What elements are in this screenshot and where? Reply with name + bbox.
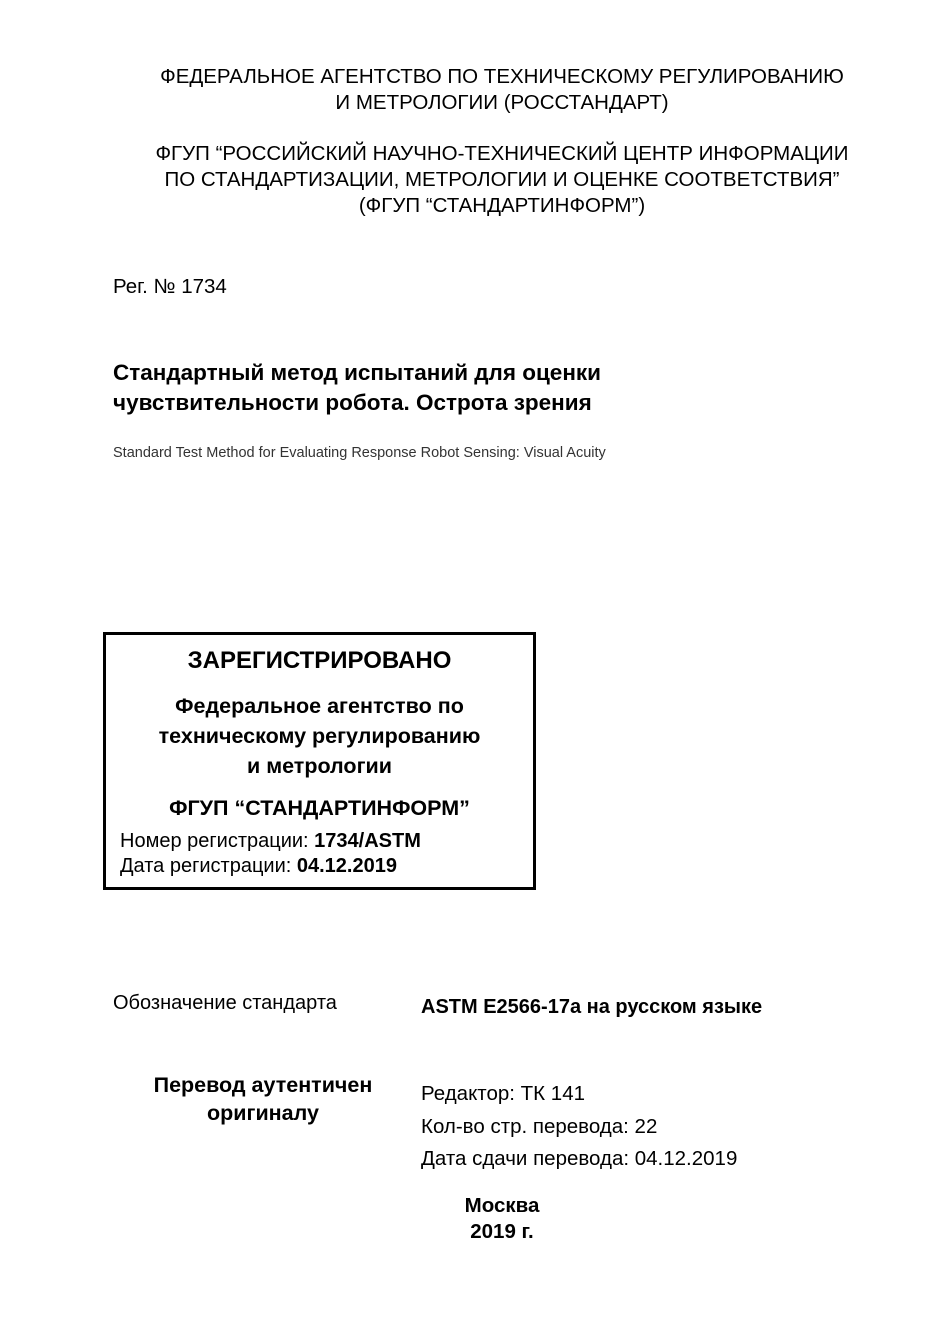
fsue-line: ПО СТАНДАРТИЗАЦИИ, МЕТРОЛОГИИ И ОЦЕНКЕ СООТВЕТСТВИЯ” (164, 168, 840, 191)
stamp-reg-number-label: Номер регистрации: (120, 830, 315, 852)
document-title-en: Standard Test Method for Evaluating Response Robot Sensing: Visual Acuity (113, 445, 606, 461)
stamp-reg-date-label: Дата регистрации: (120, 855, 297, 877)
authentic-line: Перевод аутентичен (153, 1073, 373, 1097)
footer-city-year (402, 1193, 602, 1245)
document-title-ru (113, 358, 601, 418)
stamp-organization: ФГУП “СТАНДАРТИНФОРМ” (169, 796, 470, 820)
stamp-heading: ЗАРЕГИСТРИРОВАНО (187, 647, 452, 674)
pages-line: Кол-во стр. перевода: 22 (421, 1114, 658, 1138)
footer-year: 2019 г. (470, 1220, 534, 1243)
registration-stamp (103, 632, 536, 890)
fsue-line: ФГУП “РОССИЙСКИЙ НАУЧНО-ТЕХНИЧЕСКИЙ ЦЕНТР ИНФОРМАЦИИ (155, 142, 849, 165)
editor-line: Редактор: ТК 141 (421, 1082, 585, 1105)
stamp-agency-line: Федеральное агентство по (175, 694, 464, 718)
translation-details (421, 1078, 737, 1176)
fsue-header (60, 141, 944, 219)
stamp-reg-number-value: 1734/ASTM (314, 830, 421, 852)
authentic-note (128, 1071, 398, 1127)
title-line: чувствительности робота. Острота зрения (113, 390, 592, 415)
title-line: Стандартный метод испытаний для оценки (113, 360, 602, 385)
standard-value: ASTM E2566-17a на русском языке (421, 996, 763, 1018)
stamp-reg-number (120, 829, 421, 853)
fsue-line: (ФГУП “СТАНДАРТИНФОРМ”) (358, 194, 646, 217)
date-line: Дата сдачи перевода: 04.12.2019 (421, 1147, 738, 1170)
agency-line: ФЕДЕРАЛЬНОЕ АГЕНТСТВО ПО ТЕХНИЧЕСКОМУ РЕГУЛИРОВАНИЮ (160, 65, 844, 88)
agency-header (60, 64, 944, 116)
standard-label: Обозначение стандарта (113, 992, 337, 1014)
stamp-agency-line: техническому регулированию (158, 724, 481, 748)
authentic-line: оригиналу (207, 1101, 319, 1125)
agency-line: И МЕТРОЛОГИИ (РОССТАНДАРТ) (335, 91, 669, 114)
registration-number: Рег. № 1734 (113, 275, 227, 298)
stamp-reg-date-value: 04.12.2019 (296, 855, 397, 877)
stamp-reg-date (120, 854, 397, 878)
stamp-agency (106, 691, 533, 781)
footer-city: Москва (464, 1194, 540, 1217)
stamp-agency-line: и метрологии (247, 754, 392, 778)
